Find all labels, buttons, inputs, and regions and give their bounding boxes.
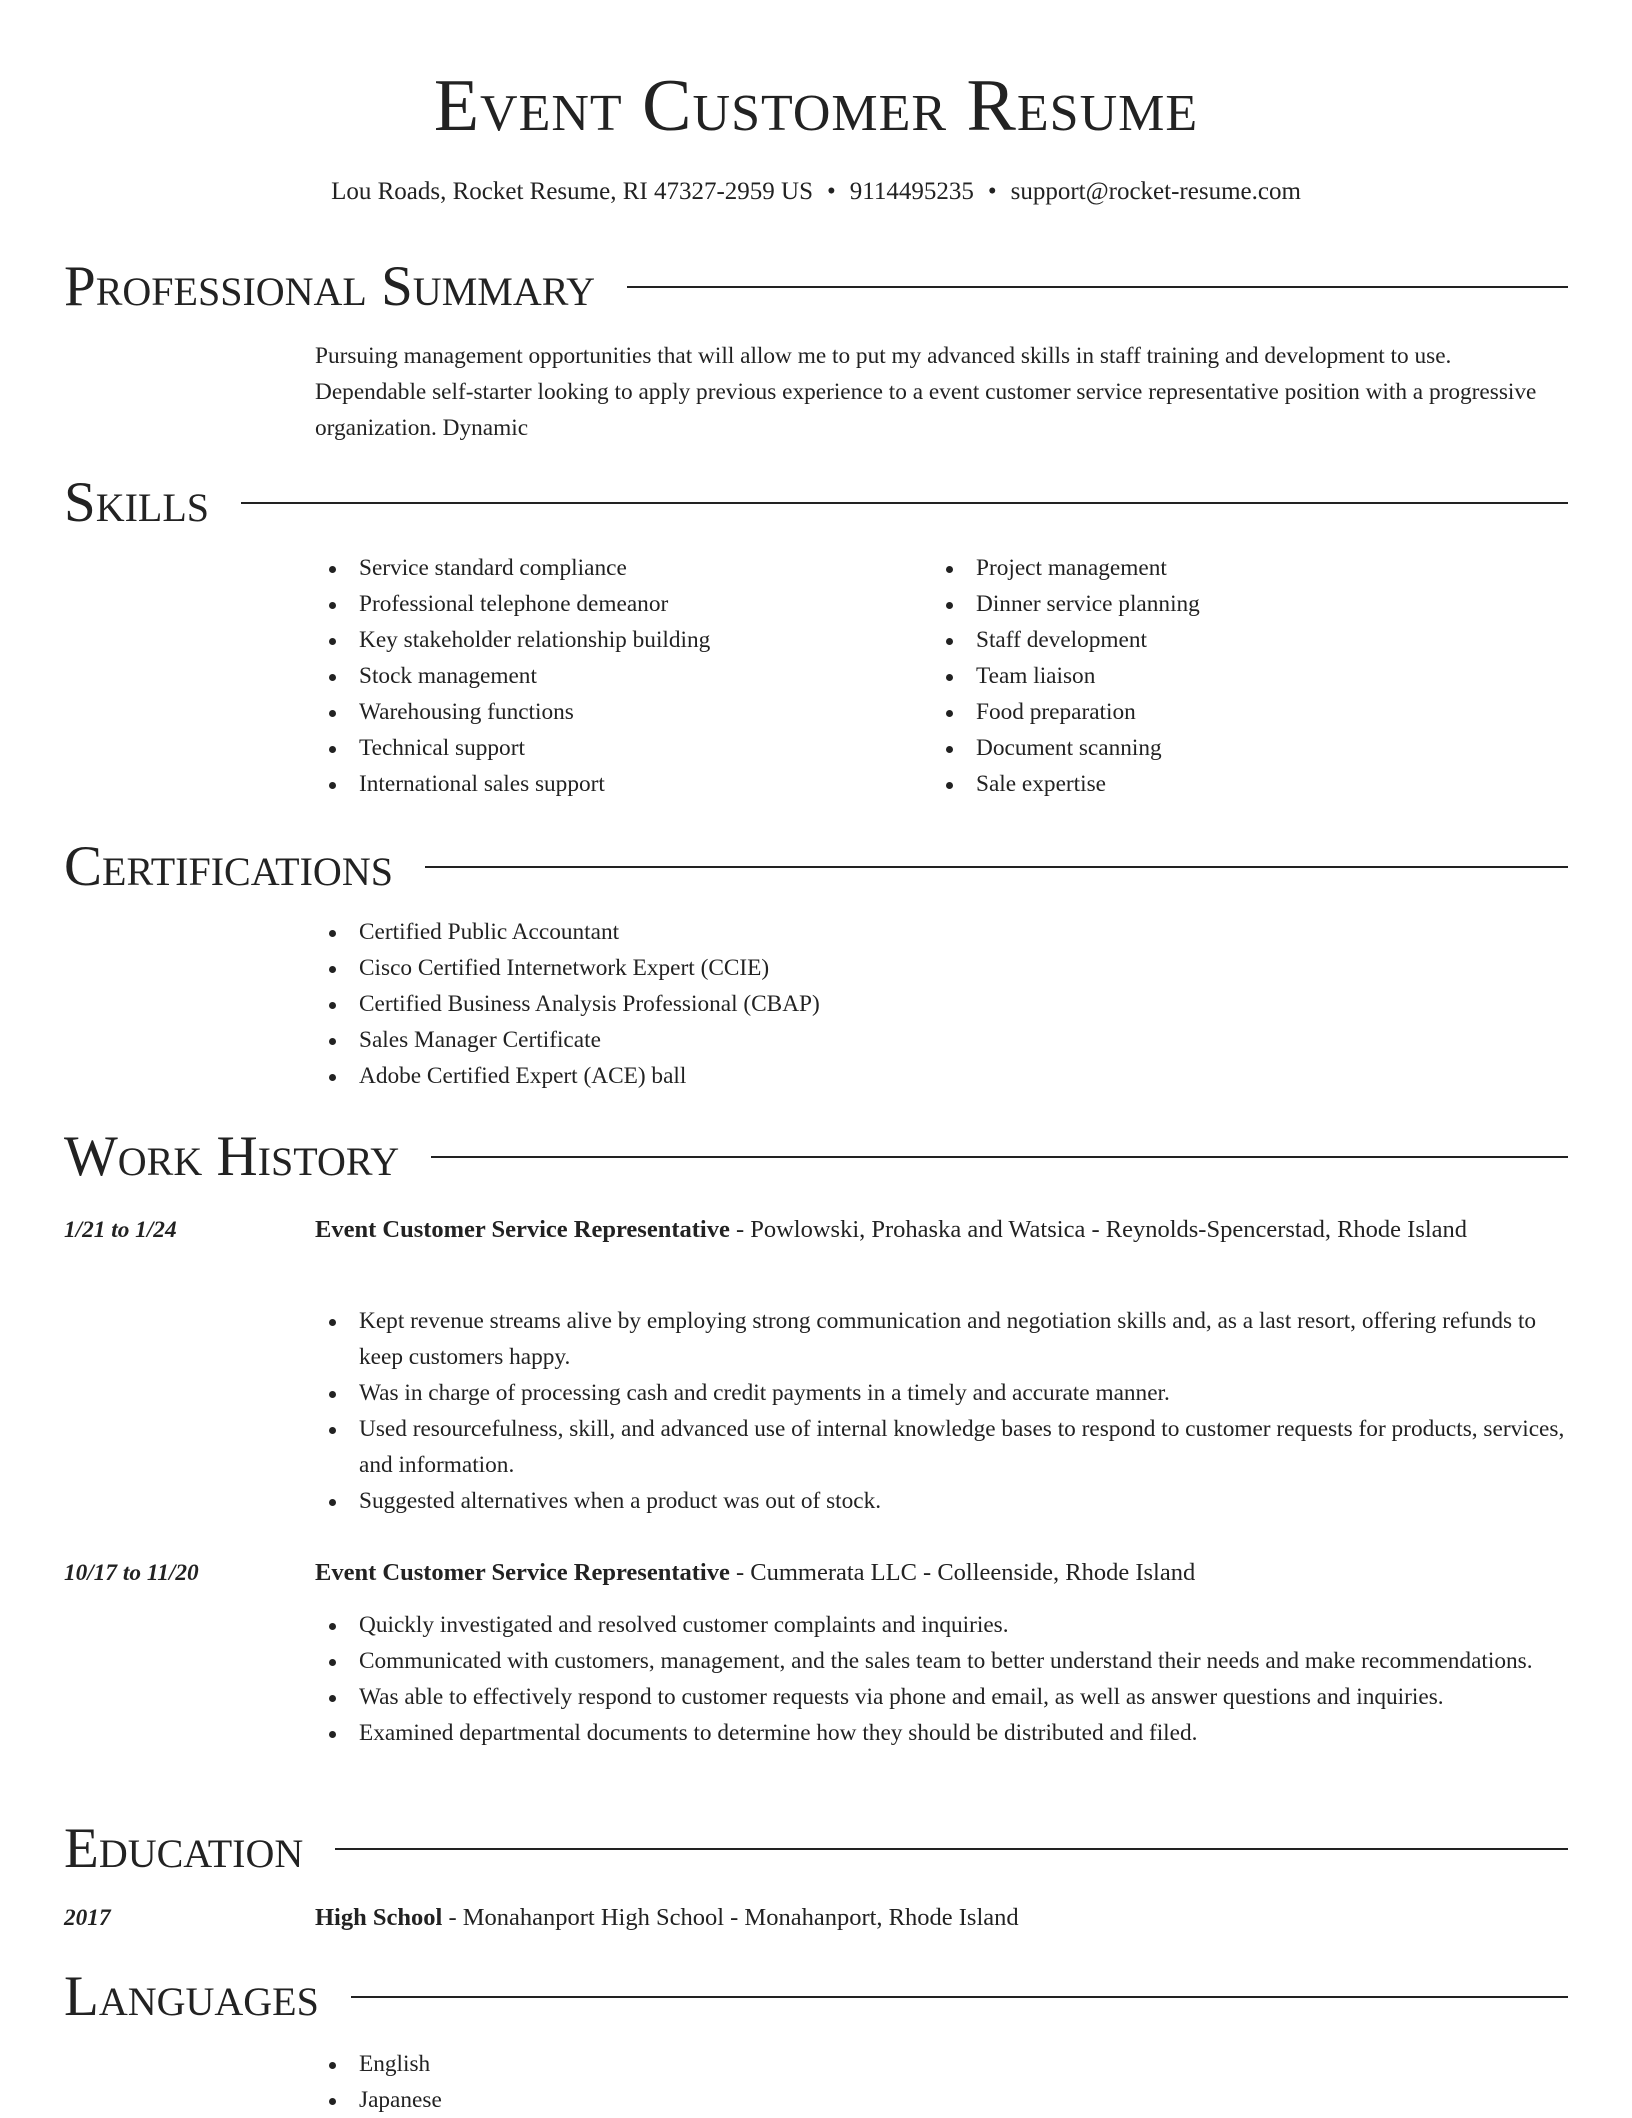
language-item: English <box>315 2046 1568 2082</box>
skill-item: Key stakeholder relationship building <box>315 622 915 658</box>
section-header-summary <box>64 252 1568 322</box>
skills-list-right <box>932 550 1532 802</box>
job-bullet: Suggested alternatives when a product was out of stock. <box>315 1483 1568 1519</box>
section-divider <box>241 502 1568 504</box>
certification-item: Certified Public Accountant <box>315 914 1568 950</box>
section-header-education <box>64 1814 1568 1884</box>
section-title-skills: Skills <box>64 471 210 534</box>
certification-item: Sales Manager Certificate <box>315 1022 1568 1058</box>
job-bullet: Quickly investigated and resolved customer complaints and inquiries. <box>315 1607 1568 1643</box>
section-header-work-history <box>64 1122 1568 1192</box>
job-bullet: Kept revenue streams alive by employing strong communication and negotiation skills and, as a last resort, offering refunds to keep customers happy. <box>315 1303 1568 1375</box>
section-header-languages <box>64 1962 1568 2032</box>
skill-item: Sale expertise <box>932 766 1532 802</box>
contact-email: support@rocket-resume.com <box>1010 178 1301 205</box>
job-employer: - Powlowski, Prohaska and Watsica - Reynolds-Spencerstad, Rhode Island <box>729 1216 1468 1243</box>
education-school: - Monahanport High School - Monahanport, Rhode Island <box>442 1904 1019 1931</box>
job-bullets <box>315 1607 1568 1751</box>
job-bullet: Used resourcefulness, skill, and advanced use of internal knowledge bases to respond to customer requests for products, services, and information. <box>315 1411 1568 1483</box>
skills-list-left <box>315 550 915 802</box>
job-title: Event Customer Service Representative <box>315 1559 730 1586</box>
section-divider <box>425 866 1568 868</box>
certifications-list <box>315 914 1568 1094</box>
section-divider <box>351 1996 1568 1998</box>
job-heading <box>315 1553 1568 1593</box>
education-year: 2017 <box>64 1905 111 1931</box>
section-header-skills <box>64 468 1568 538</box>
education-degree: High School <box>315 1904 443 1931</box>
job-bullet: Was able to effectively respond to customer requests via phone and email, as well as answer questions and inquiries. <box>315 1679 1568 1715</box>
job-dates: 10/17 to 11/20 <box>64 1560 199 1586</box>
certification-item: Cisco Certified Internetwork Expert (CCIE) <box>315 950 1568 986</box>
section-title-summary: Professional Summary <box>64 255 596 318</box>
skill-item: Professional telephone demeanor <box>315 586 915 622</box>
section-header-certifications <box>64 832 1568 902</box>
certification-item: Adobe Certified Expert (ACE) ball <box>315 1058 1568 1094</box>
contact-line <box>0 172 1632 212</box>
skill-item: Team liaison <box>932 658 1532 694</box>
job-bullets <box>315 1303 1568 1519</box>
skill-item: Service standard compliance <box>315 550 915 586</box>
job-bullet: Communicated with customers, management, and the sales team to better understand their needs and make recommendations. <box>315 1643 1568 1679</box>
skill-item: Dinner service planning <box>932 586 1532 622</box>
skill-item: International sales support <box>315 766 915 802</box>
contact-separator: • <box>827 178 836 205</box>
section-title-languages: Languages <box>64 1965 319 2028</box>
skill-item: Stock management <box>315 658 915 694</box>
section-title-education: Education <box>64 1817 304 1880</box>
section-divider <box>335 1848 1568 1850</box>
job-bullet: Examined departmental documents to determine how they should be distributed and filed. <box>315 1715 1568 1751</box>
job-employer: - Cummerata LLC - Colleenside, Rhode Island <box>729 1559 1196 1586</box>
summary-text: Pursuing management opportunities that will allow me to put my advanced skills in staff training and development to use. Dependable self-starter looking to apply previous experience to a event customer service representative position with a progressive organization. Dynamic <box>315 343 1537 441</box>
skill-item: Food preparation <box>932 694 1532 730</box>
section-divider <box>627 286 1568 288</box>
skill-item: Document scanning <box>932 730 1532 766</box>
skill-item: Project management <box>932 550 1532 586</box>
languages-list <box>315 2046 1568 2118</box>
skill-item: Warehousing functions <box>315 694 915 730</box>
education-heading <box>315 1898 1568 1938</box>
job-heading <box>315 1210 1568 1250</box>
contact-address: Lou Roads, Rocket Resume, RI 47327-2959 US <box>331 178 813 205</box>
contact-phone: 9114495235 <box>849 178 974 205</box>
section-title-certifications: Certifications <box>64 835 393 898</box>
skill-item: Staff development <box>932 622 1532 658</box>
language-item: Japanese <box>315 2082 1568 2118</box>
certification-item: Certified Business Analysis Professional (CBAP) <box>315 986 1568 1022</box>
contact-separator: • <box>987 178 997 205</box>
job-dates: 1/21 to 1/24 <box>64 1217 177 1243</box>
job-title: Event Customer Service Representative <box>315 1216 730 1243</box>
skill-item: Technical support <box>315 730 915 766</box>
section-title-work-history: Work History <box>64 1125 400 1188</box>
job-bullet: Was in charge of processing cash and credit payments in a timely and accurate manner. <box>315 1375 1568 1411</box>
section-divider <box>431 1156 1568 1158</box>
resume-title: Event Customer Resume <box>433 65 1199 147</box>
